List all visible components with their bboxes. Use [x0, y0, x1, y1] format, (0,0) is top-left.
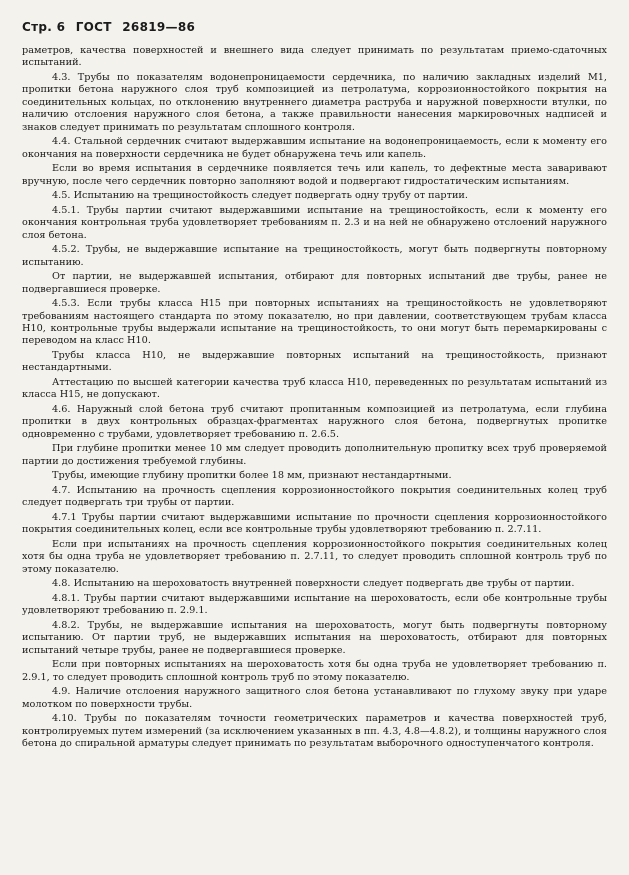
paragraph: 4.8. Испытанию на шероховатость внутренней поверхности следует подвергать две трубы от партии. [52, 578, 575, 590]
document-body [22, 45, 607, 751]
paragraph: 4.5.1. Трубы партии считают выдержавшими испытание на трещиностойкость, если к моменту его окончания контрольная труба удовлетворяет требованиям п. 2.3 и на ней не обнаружено отслоений наружного слоя бетона. [22, 204, 607, 241]
page-header [22, 20, 607, 34]
paragraph: При глубине пропитки менее 10 мм следует проводить дополнительную пропитку всех труб проверяемой партии до достижения требуемой глубины. [22, 443, 607, 467]
paragraph: Аттестацию по высшей категории качества труб класса Н10, переведенных по результатам испытаний из класса Н15, не допускают. [22, 377, 607, 401]
paragraph: 4.7. Испытанию на прочность сцепления коррозионностойкого покрытия соединительных колец труб следует подвергать три трубы от партии. [22, 485, 607, 509]
paragraph: 4.5. Испытанию на трещиностойкость следует подвергать одну трубу от партии. [52, 190, 468, 202]
paragraph: Если во время испытания в сердечнике появляется течь или капель, то дефектные места заваривают вручную, после чего сердечник повторно заполняют водой и подвергают гидростатическим испытаниям. [22, 163, 607, 187]
paragraph: Трубы, имеющие глубину пропитки более 18 мм, признают нестандартными. [52, 470, 452, 482]
paragraph: 4.3. Трубы по показателям водонепроницаемости сердечника, по наличию закладных изделий М1, пропитки бетона наружного слоя труб композицией из петролатума, коррозионностойкого покрытия на соединительных кольцах, по отклонению внутреннего диаметра раструба и наружной поверхности втулки, по наличию отслоения наружного слоя бетона, а также правильности нанесения маркировочных надписей и знаков следует принимать по результатам сплошного контроля. [22, 72, 607, 133]
paragraph: Если при испытаниях на прочность сцепления коррозионностойкого покрытия соединительных колец хотя бы одна труба не удовлетворяет требованию п. 2.7.11, то следует проводить сплошной контроль труб по этому показателю. [22, 539, 607, 575]
paragraph: 4.5.3. Если трубы класса Н15 при повторных испытаниях на трещиностойкость не удовлетворяют требованиям настоящего стандарта по этому показателю, но при давлении, соответствующем трубам класса Н10, контрольные трубы выдержали испытание на трещиностойкость, то они могут быть перемаркированы с переводом на класс Н10. [22, 298, 607, 347]
paragraph: 4.7.1 Трубы партии считают выдержавшими испытание по прочности сцепления коррозионностойкого покрытия соединительных колец, если все контрольные трубы удовлетворяют требованию п. 2.7.11. [22, 512, 607, 536]
page-number: Стр. 6 [22, 20, 66, 34]
paragraph: От партии, не выдержавшей испытания, отбирают для повторных испытаний две трубы, ранее не подвергавшиеся проверке. [22, 271, 607, 295]
paragraph: 4.9. Наличие отслоения наружного защитного слоя бетона устанавливают по глухому звуку при ударе молотком по поверхности трубы. [22, 686, 607, 710]
standard-number: 26819—86 [122, 20, 196, 34]
paragraph: Если при повторных испытаниях на шероховатость хотя бы одна труба не удовлетворяет требованию п. 2.9.1, то следует проводить сплошной контроль труб по этому показателю. [22, 659, 607, 683]
paragraph: 4.5.2. Трубы, не выдержавшие испытание на трещиностойкость, могут быть подвергнуты повторному испытанию. [22, 244, 607, 268]
standard-label: ГОСТ [75, 20, 112, 34]
paragraph: раметров, качества поверхностей и внешнего вида следует принимать по результатам приемо-сдаточных испытаний. [22, 45, 607, 69]
paragraph: 4.4. Стальной сердечник считают выдержавшим испытание на водонепроницаемость, если к моменту его окончания на поверхности сердечника не будет обнаружена течь или капель. [22, 136, 607, 160]
paragraph: 4.6. Наружный слой бетона труб считают пропитанным композицией из петролатума, если глубина пропитки в двух контрольных образцах-фрагментах наружного слоя бетона, подвергнутых пропитке одновременно с трубами, удовлетворяет требованию п. 2.6.5. [22, 404, 607, 440]
paragraph: 4.8.1. Трубы партии считают выдержавшими испытание на шероховатость, если обе контрольные трубы удовлетворяют требованию п. 2.9.1. [22, 593, 607, 617]
paragraph: Трубы класса Н10, не выдержавшие повторных испытаний на трещиностойкость, признают нестандартными. [22, 350, 607, 374]
paragraph: 4.8.2. Трубы, не выдержавшие испытания на шероховатость, могут быть подвергнуты повторному испытанию. От партии труб, не выдержавших испытания на шероховатость, отбирают для повторных испытаний четыре трубы, ранее не подвергавшиеся проверке. [22, 620, 607, 656]
paragraph: 4.10. Трубы по показателям точности геометрических параметров и качества поверхностей труб, контролируемых путем измерений (за исключением указанных в пп. 4.3, 4.8—4.8.2), и толщины наружного слоя бетона до спиральной арматуры следует принимать по результатам выборочного одноступенчатого контроля. [22, 713, 607, 750]
